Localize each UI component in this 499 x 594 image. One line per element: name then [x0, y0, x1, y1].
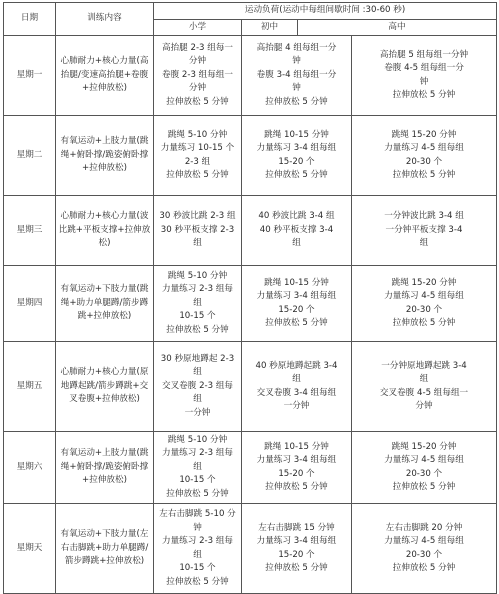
cell-line: 腹+拉伸放松): [82, 69, 149, 94]
cell-line: 力量练习 3-4 组每组: [256, 536, 337, 546]
cell-line: 力量练习 4-5 组每组: [384, 143, 464, 153]
junior-load-cell: [242, 504, 352, 594]
junior-load-cell: [242, 342, 352, 432]
cell-line: +卷: [123, 69, 140, 80]
cell-line: 放松): [119, 394, 140, 405]
cell-line: 组: [193, 297, 202, 308]
cell-line: 卷腹 2-3 组每组一: [161, 69, 234, 80]
junior-load-cell: [242, 266, 352, 342]
cell-line: (高抬腿/变速高抬腿: [60, 56, 149, 80]
primary-load-cell: [154, 432, 242, 504]
cell-line: 组: [193, 367, 202, 378]
cell-line: 20-30 个: [405, 549, 443, 560]
senior-load-cell: [352, 342, 497, 432]
junior-load-cell: [242, 196, 352, 266]
cell-line: 拉伸放松 5 分钟: [265, 318, 328, 328]
training-content-cell: [56, 196, 154, 266]
junior-load-cell: [242, 36, 352, 116]
cell-line: 组: [419, 374, 429, 384]
day-cell: 星期二: [4, 116, 56, 196]
day-cell: 星期三: [4, 196, 56, 266]
day-cell: 星期天: [4, 504, 56, 594]
cell-line: 交叉卷腹 4-5 组每组一: [379, 387, 469, 398]
cell-line: 一分钟平板支撑 3-4: [385, 224, 463, 235]
cell-line: 20-30 个: [405, 468, 443, 479]
primary-load-cell: [154, 116, 242, 196]
cell-line: 蹲跳+拉伸放松): [77, 297, 149, 322]
cell-line: 跳绳 10-15 分钟: [264, 129, 329, 140]
cell-line: 跳绳 5-10 分钟: [167, 434, 228, 445]
cell-line: 量: [127, 367, 137, 378]
cell-line: 拉伸放松 5 分钟: [166, 96, 229, 107]
primary-load-cell: [154, 342, 242, 432]
header-primary: 小学: [154, 19, 242, 36]
cell-line: 力量练习 4-5 组每组: [384, 291, 464, 301]
cell-line: 一分钟原地蹲起跳 3-4: [381, 360, 467, 371]
header-junior: 初中: [242, 19, 298, 36]
cell-line: 拉伸放松 5 分钟: [166, 576, 229, 587]
cell-line: (波比跳+平板支撑: [58, 211, 149, 235]
table-row: [4, 504, 497, 594]
cell-line: (跳绳+俯卧撑/跪姿: [60, 448, 149, 472]
primary-load-cell: [154, 266, 242, 342]
table-row: [4, 196, 497, 266]
cell-line: 有氧运动+下肢力量: [60, 529, 137, 540]
cell-line: 跳绳 10-15 分钟: [264, 277, 329, 288]
cell-line: 一分钟: [283, 401, 310, 411]
cell-line: 放松): [98, 224, 151, 249]
cell-line: 力量练习 2-3 组每: [161, 536, 234, 546]
day-cell: 星期六: [4, 432, 56, 504]
cell-line: 卷腹 3-4 组每组一分: [256, 69, 337, 80]
cell-line: 拉伸放松 5 分钟: [265, 96, 328, 107]
cell-line: 拉伸放松 5 分钟: [265, 482, 328, 492]
training-content-cell: [56, 116, 154, 196]
cell-line: 30 秒波比跳 2-3 组: [159, 211, 236, 222]
schedule-table: [3, 2, 497, 594]
table-row: [4, 116, 497, 196]
cell-line: +拉伸: [117, 224, 142, 235]
cell-line: 卷腹 4-5 组每组一分: [384, 63, 464, 73]
cell-line: 10-15 个: [179, 475, 216, 486]
cell-line: /箭步蹲跳+拉伸放: [64, 542, 149, 567]
training-schedule: [3, 2, 496, 592]
cell-line: 力量练习 2-3 组每: [161, 284, 234, 295]
cell-line: 力量练习 3-4 组每组: [256, 143, 337, 153]
cell-line: 拉伸放松 5 分钟: [392, 563, 456, 573]
cell-line: 俯卧: [122, 149, 140, 160]
cell-line: 组: [193, 461, 202, 472]
cell-line: 钟: [292, 56, 301, 67]
cell-line: 15-20 个: [278, 156, 315, 167]
cell-line: 心肺耐力+核心力: [60, 367, 128, 378]
cell-line: 15-20 个: [278, 468, 315, 479]
cell-line: 20-30 个: [405, 156, 443, 167]
cell-line: 组: [292, 238, 301, 249]
cell-line: 单腿蹲: [119, 542, 146, 553]
cell-line: 力量练习 3-4 组每组: [256, 291, 337, 301]
cell-line: 拉伸放松 5 分钟: [166, 488, 229, 499]
cell-line: 40 秒原地蹲起跳 3-4: [255, 360, 338, 371]
primary-load-cell: [154, 196, 242, 266]
cell-line: 30 秒原地蹲起 2-3: [160, 353, 235, 364]
senior-load-cell: [352, 36, 497, 116]
cell-line: 力量练习 3-4 组每组: [256, 455, 337, 465]
table-row: [4, 342, 497, 432]
cell-line: 左右击脚跳 5-10 分: [159, 509, 236, 519]
cell-line: 力量练习 4-5 组每组: [384, 455, 464, 465]
cell-line: 跳绳 15-20 分钟: [391, 129, 457, 140]
cell-line: 拉伸放松 5 分钟: [392, 170, 456, 180]
cell-line: 跳绳 15-20 分钟: [391, 277, 457, 288]
cell-line: 10-15 个: [179, 311, 216, 322]
senior-load-cell: [352, 266, 497, 342]
junior-load-cell: [242, 432, 352, 504]
cell-line: 跳绳 15-20 分钟: [391, 441, 457, 452]
cell-line: 跳绳 5-10 分钟: [167, 270, 228, 281]
cell-line: 力量练习 2-3 组每: [161, 448, 234, 459]
cell-line: 钟: [193, 522, 202, 533]
cell-line: (原地蹲起跳/箭步蹲: [60, 367, 149, 391]
primary-load-cell: [154, 504, 242, 594]
table-row: [4, 36, 497, 116]
training-content-cell: [56, 504, 154, 594]
table-row: [4, 432, 497, 504]
cell-line: 拉伸放松 5 分钟: [166, 170, 229, 180]
cell-line: 跳+交叉卷腹+拉伸: [69, 380, 149, 405]
cell-line: 力量练习 10-15 个: [160, 143, 235, 153]
cell-line: 一分钟: [184, 407, 211, 418]
cell-line: 俯卧: [122, 461, 140, 472]
cell-line: 有氧运动+上肢力量: [60, 448, 137, 459]
cell-line: 一分钟波比跳 3-4 组: [384, 211, 464, 222]
cell-line: 拉伸放松 5 分钟: [392, 318, 456, 328]
cell-line: 组: [419, 238, 429, 249]
cell-line: 拉伸放松 5 分钟: [265, 170, 328, 180]
training-content-cell: [56, 432, 154, 504]
cell-line: 组: [193, 549, 202, 560]
cell-line: 箭步: [122, 297, 140, 308]
cell-line: 力量练习 4-5 组每组: [384, 536, 464, 546]
training-content-cell: [56, 342, 154, 432]
training-content-cell: [56, 36, 154, 116]
cell-line: 拉伸放松 5 分钟: [392, 482, 456, 492]
cell-line: 跳绳 5-10 分钟: [167, 129, 228, 140]
cell-line: 分钟: [415, 401, 433, 411]
day-cell: 星期一: [4, 36, 56, 116]
header-date: 日期: [4, 3, 56, 36]
cell-line: 高抬腿 2-3 组每一: [161, 42, 234, 53]
cell-line: 高抬腿 5 组每组一分钟: [379, 49, 469, 60]
cell-line: 交叉卷腹 3-4 组每组: [256, 387, 337, 398]
day-cell: 星期四: [4, 266, 56, 342]
cell-line: (左右击脚跳+助力: [60, 529, 149, 553]
cell-line: 拉伸放松 5 分钟: [166, 324, 229, 335]
cell-line: 10-15 个: [179, 563, 216, 573]
cell-line: (跳绳+俯卧撑/跪姿: [60, 136, 149, 160]
cell-line: 拉伸放松 5 分钟: [265, 563, 328, 573]
cell-line: 左右击脚跳 15 分钟: [258, 522, 335, 533]
senior-load-cell: [352, 504, 497, 594]
cell-line: 跳绳 10-15 分钟: [264, 441, 329, 452]
cell-line: 15-20 个: [278, 304, 315, 315]
cell-line: 40 秒波比跳 3-4 组: [258, 211, 335, 222]
cell-line: 有氧运动+上肢力量: [60, 136, 137, 147]
header-senior: 高中: [298, 19, 497, 36]
primary-load-cell: [154, 36, 242, 116]
cell-line: 心肺耐力+核心力量: [60, 211, 137, 222]
cell-line: 撑+拉伸放松): [82, 149, 149, 174]
cell-line: 15-20 个: [278, 549, 315, 560]
cell-line: 20-30 个: [405, 304, 443, 315]
cell-line: 40 秒平板支撑 3-4: [259, 224, 334, 235]
cell-line: 2-3 组: [184, 156, 211, 167]
cell-line: 左右击脚跳 20 分钟: [385, 522, 463, 533]
cell-line: 钟: [419, 76, 429, 87]
header-load: 运动负荷(运动中每组间歇时间 :30-60 秒): [154, 3, 497, 20]
cell-line: 有氧运动+下肢力量: [60, 284, 137, 295]
day-cell: 星期五: [4, 342, 56, 432]
cell-line: 高抬腿 4 组每组一分: [256, 42, 337, 53]
table-row: [4, 266, 497, 342]
cell-line: 拉伸放松 5 分钟: [392, 90, 456, 100]
cell-line: 松): [132, 556, 145, 567]
senior-load-cell: [352, 432, 497, 504]
cell-line: 组: [193, 394, 202, 405]
junior-load-cell: [242, 116, 352, 196]
cell-line: 交叉卷腹 2-3 组每: [161, 380, 234, 391]
cell-line: 撑+拉伸放松): [82, 461, 149, 486]
header-content: 训练内容: [56, 3, 154, 36]
cell-line: 心肺耐力+核心力量: [60, 56, 137, 67]
training-content-cell: [56, 266, 154, 342]
cell-line: 分钟: [188, 56, 207, 67]
cell-line: 钟: [292, 83, 301, 94]
schedule-body: [4, 36, 497, 594]
cell-line: 分钟: [188, 83, 207, 94]
senior-load-cell: [352, 116, 497, 196]
cell-line: 30 秒平板支撑 2-3 组: [160, 224, 235, 249]
senior-load-cell: [352, 196, 497, 266]
cell-line: (跳绳+助力单腿蹲/: [60, 284, 149, 308]
cell-line: 组: [292, 374, 301, 384]
